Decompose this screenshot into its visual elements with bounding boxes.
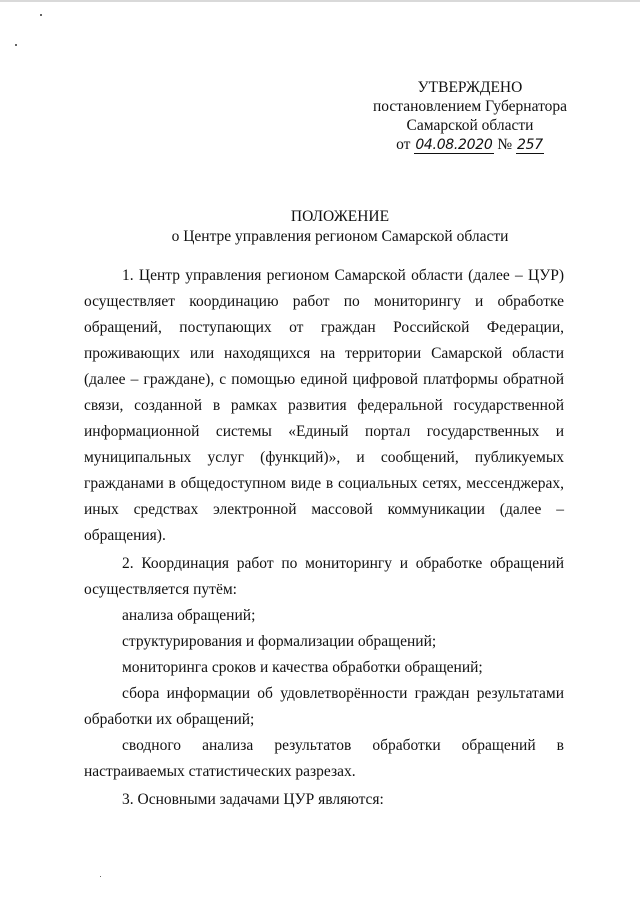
- list-item: мониторинга сроков и качества обработки обращений;: [122, 659, 483, 676]
- list-item: структурирования и формализации обращений;: [122, 633, 437, 650]
- page-top-edge: [0, 0, 640, 2]
- approval-stamp-block: [330, 78, 610, 155]
- list-item: сбора информации об удовлетворённости граждан результатами обработки их обращений;: [84, 685, 564, 728]
- approval-line-decree: постановлением Губернатора: [372, 98, 568, 115]
- scan-speck: [100, 876, 101, 877]
- document-title-block: [80, 207, 600, 247]
- list-item: анализа обращений;: [122, 607, 256, 624]
- scan-speck: [40, 14, 42, 16]
- approval-line-region: Самарской области: [406, 117, 534, 134]
- document-subtitle: о Центре управления регионом Самарской области: [171, 228, 509, 245]
- handwritten-number: 257: [517, 137, 543, 153]
- paragraph-1: 1. Центр управления регионом Самарской области (далее – ЦУР) осуществляет координацию работ по мониторингу и обработке обращений, поступающих от граждан Российской Федерации, проживающих или находящихся на территории Самарской области (далее – граждане), с помощью единой цифровой платформы обратной связи, созданной в рамках развития федеральной государственной информационной системы «Единый портал государственных и муниципальных услуг (функций)», и сообщений, публикуемых гражданами в общедоступном виде в социальных сетях, мессенджерах, иных средствах электронной массовой коммуникации (далее – обращения).: [84, 267, 564, 544]
- handwritten-date: 04.08.2020: [415, 137, 493, 153]
- scan-speck: [15, 44, 17, 46]
- approval-date-line: [330, 135, 610, 155]
- approval-heading: УТВЕРЖДЕНО: [417, 79, 523, 96]
- document-body: [84, 263, 564, 813]
- paragraph-3: 3. Основными задачами ЦУР являются:: [122, 791, 384, 808]
- number-sign: №: [497, 136, 513, 153]
- list-item: сводного анализа результатов обработки обращений в настраиваемых статистических разрезах.: [84, 737, 564, 780]
- paragraph-2: 2. Координация работ по мониторингу и обработке обращений осуществляется путём:: [84, 555, 564, 598]
- document-title: ПОЛОЖЕНИЕ: [290, 208, 390, 225]
- date-prefix: от: [396, 136, 411, 153]
